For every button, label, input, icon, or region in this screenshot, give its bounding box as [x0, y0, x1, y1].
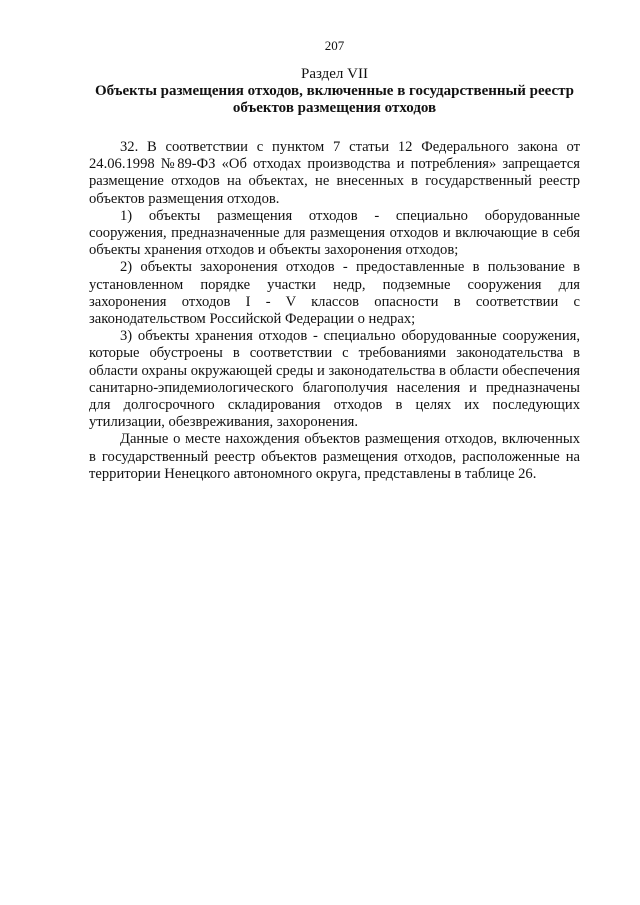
paragraph-item-3: 3) объекты хранения отходов - специально оборудованные сооружения, которые обустроены в соответствии с требованиями законодательства в области охраны окружающей среды и законодательства в области обеспечения санитарно-эпидемиологического благополучия населения и предназначены для долгосрочного складирования отходов в целях их последующих утилизации, обезвреживания, захоронения. [89, 328, 580, 431]
paragraph-item-1: 1) объекты размещения отходов - специально оборудованные сооружения, предназначенные для размещения отходов и включающие в себя объекты хранения отходов и объекты захоронения отходов; [89, 207, 580, 259]
section-title-line-1: Объекты размещения отходов, включенные в государственный реестр [94, 83, 575, 99]
paragraph-intro: 32. В соответствии с пунктом 7 статьи 12 Федерального закона от 24.06.1998 №89-ФЗ «Об отходах производства и потребления» запрещается размещение отходов на объектах, не внесенных в государственный реестр объектов размещения отходов. [89, 139, 580, 207]
body-text [89, 139, 580, 483]
paragraph-item-2: 2) объекты захоронения отходов - предоставленные в пользование в установленном порядке участки недр, подземные сооружения для захоронения отходов I - V классов опасности в соответствии с законодательством Российской Федерации о недрах; [89, 259, 580, 328]
paragraph-conclusion: Данные о месте нахождения объектов размещения отходов, включенных в государственный реестр объектов размещения отходов, расположенные на территории Ненецкого автономного округа, представлены в таблице 26. [89, 431, 580, 482]
page-number: 207 [324, 38, 345, 53]
section-title [89, 83, 580, 117]
section-title-line-2: объектов размещения отходов [232, 100, 437, 116]
section-label: Раздел VII [300, 66, 368, 82]
